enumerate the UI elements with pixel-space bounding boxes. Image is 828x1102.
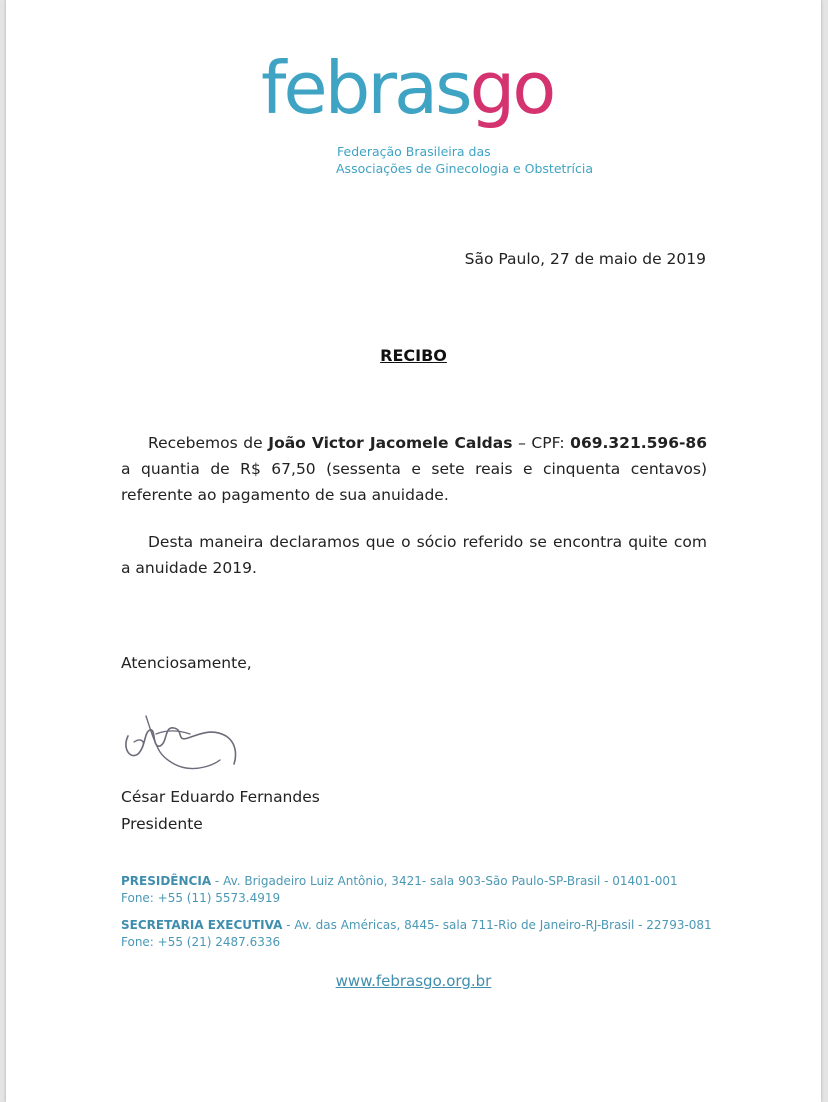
- secretaria-address: - Av. das Américas, 8445- sala 711-Rio de Janeiro-RJ-Brasil - 22793-081: [282, 918, 712, 932]
- logo-subtitle-line1: Federação Brasileira das: [337, 144, 491, 159]
- logo-word-accent: go: [469, 46, 554, 130]
- payer-cpf: 069.321.596-86: [570, 434, 707, 452]
- signer-role: Presidente: [121, 815, 203, 833]
- presidencia-address: - Av. Brigadeiro Luiz Antônio, 3421- sala 903-São Paulo-SP-Brasil - 01401-001: [211, 874, 678, 888]
- payer-name: João Victor Jacomele Caldas: [268, 434, 513, 452]
- footer-secretaria: [121, 917, 712, 951]
- footer-presidencia: [121, 873, 678, 907]
- paragraph1-rest: a quantia de R$ 67,50 (sessenta e sete reais e cinquenta centavos) referente ao pagamento de sua anuidade.: [121, 460, 707, 504]
- signature-image: [116, 708, 246, 778]
- website-link[interactable]: www.febrasgo.org.br: [335, 972, 492, 990]
- document-title: RECIBO: [380, 346, 447, 365]
- cpf-label: – CPF:: [512, 434, 571, 452]
- logo-subtitle-line2: Associações de Ginecologia e Obstetrícia: [336, 161, 594, 176]
- document-date: São Paulo, 27 de maio de 2019: [464, 250, 706, 268]
- declaration-paragraph: [121, 529, 707, 581]
- secretaria-label: SECRETARIA EXECUTIVA: [121, 918, 283, 932]
- closing-text: Atenciosamente,: [121, 654, 252, 672]
- paragraph2-text: Desta maneira declaramos que o sócio referido se encontra quite com a anuidade 2019.: [121, 533, 707, 577]
- logo-word-main: febras: [261, 46, 470, 130]
- signer-block: [121, 784, 320, 838]
- logo-wordmark: [261, 46, 554, 130]
- document-page: [6, 0, 821, 1102]
- presidencia-phone: Fone: +55 (11) 5573.4919: [121, 891, 281, 905]
- paragraph1-prefix: Recebemos de: [148, 434, 269, 452]
- febrasgo-logo: [261, 46, 594, 180]
- receipt-paragraph: [121, 430, 707, 508]
- signer-name: César Eduardo Fernandes: [121, 788, 320, 806]
- secretaria-phone: Fone: +55 (21) 2487.6336: [121, 935, 281, 949]
- presidencia-label: PRESIDÊNCIA: [121, 874, 212, 888]
